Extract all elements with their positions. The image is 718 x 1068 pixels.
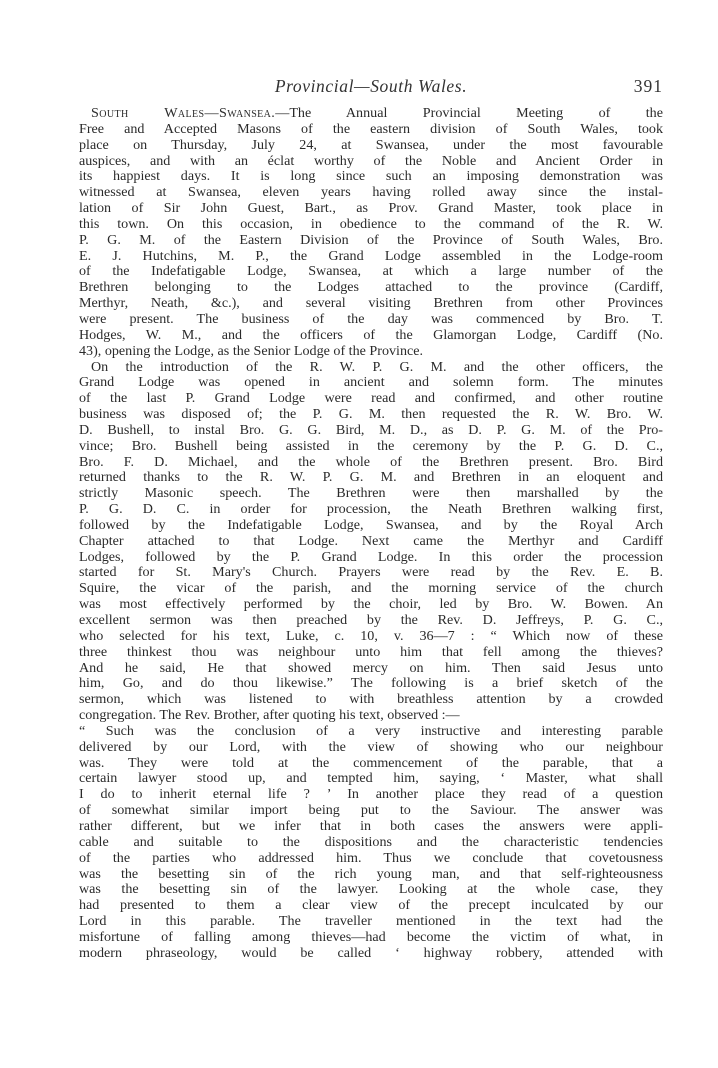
text-line: its happiest days. It is long since such an imposing demonstration was — [79, 168, 663, 185]
page-header — [79, 76, 663, 104]
text-line: certain lawyer stood up, and tempted him, saying, ‘ Master, what shall — [79, 770, 663, 787]
text-line: “ Such was the conclusion of a very instructive and interesting parable — [79, 722, 663, 739]
text-line: On the introduction of the R. W. P. G. M. and the other officers, the — [91, 358, 663, 375]
text-line: delivered by our Lord, with the view of showing who our neighbour — [79, 738, 663, 755]
text-line: place on Thursday, July 24, at Swansea, under the most favourable — [79, 136, 663, 153]
text-line: Merthyr, Neath, &c.), and several visiting Brethren from other Provinces — [79, 295, 663, 312]
text-line: who selected for his text, Luke, c. 10, v. 36—7 : “ Which now of these — [79, 627, 663, 644]
text-line: witnessed at Swansea, eleven years having rolled away since the instal- — [79, 184, 663, 201]
text-line: Hodges, W. M., and the officers of the Glamorgan Lodge, Cardiff (No. — [79, 326, 663, 343]
article-lead-in: South Wales—Swansea. — [91, 105, 276, 121]
article-body — [79, 106, 663, 962]
text-line: followed by the Indefatigable Lodge, Swansea, and by the Royal Arch — [79, 516, 663, 533]
text-line: started for St. Mary's Church. Prayers were read by the Rev. E. B. — [79, 564, 663, 581]
text-line: was the besetting sin of the lawyer. Looking at the whole case, they — [79, 881, 663, 898]
text-line: Bro. F. D. Michael, and the whole of the Brethren present. Bro. Bird — [79, 453, 663, 470]
text-line: vince; Bro. Bushell being assisted in the ceremony by the P. G. D. C., — [79, 437, 663, 454]
text-line: sermon, which was listened to with breathless attention by a crowded — [79, 691, 663, 708]
text-line: this town. On this occasion, in obedience to the command of the R. W. — [79, 215, 663, 232]
text-line: excellent sermon was then preached by the Rev. D. Jeffreys, P. G. C., — [79, 612, 663, 628]
text-line: was. They were told at the commencement of the parable, that a — [79, 754, 663, 771]
text-line: Brethren belonging to the Lodges attached to the province (Cardiff, — [79, 279, 663, 296]
text-line: were present. The business of the day was commenced by Bro. T. — [79, 310, 663, 327]
text-line: P. G. M. of the Eastern Division of the Province of South Wales, Bro. — [79, 231, 663, 248]
text-line: had presented to them a clear view of the precept inculcated by our — [79, 897, 663, 914]
text-line: congregation. The Rev. Brother, after quoting his text, observed :— — [79, 707, 460, 724]
text-line: three thinkest thou was neighbour unto him that fell among the thieves? — [79, 643, 663, 660]
text-line: was most effectively performed by the choir, led by Bro. W. Bowen. An — [79, 596, 663, 613]
text-line: him, Go, and do thou likewise.” The following is a brief sketch of the — [79, 675, 663, 692]
text-line: Lord in this parable. The traveller mentioned in the text had the — [79, 913, 663, 930]
text-line: of the Indefatigable Lodge, Swansea, at which a large number of the — [79, 263, 663, 280]
text-line: D. Bushell, to instal Bro. G. G. Bird, M. D., as D. P. G. M. of the Pro- — [79, 421, 663, 438]
text-line: lation of Sir John Guest, Bart., as Prov. Grand Master, took place in — [79, 200, 663, 217]
text-line: of the parties who addressed him. Thus we conclude that covetousness — [79, 849, 663, 866]
text-line: Squire, the vicar of the parish, and the morning service of the church — [79, 580, 663, 597]
text-line: Free and Accepted Masons of the eastern division of South Wales, took — [79, 120, 663, 137]
text-line: 43), opening the Lodge, as the Senior Lodge of the Province. — [79, 342, 424, 359]
text-line: P. G. D. C. in order for procession, the Neath Brethren walking first, — [79, 501, 663, 518]
text-line: business was disposed of; the P. G. M. then requested the R. W. Bro. W. — [79, 406, 663, 423]
text-line: I do to inherit eternal life ? ’ In another place they read of a question — [79, 786, 663, 803]
text-line: returned thanks to the R. W. P. G. M. and Brethren in an eloquent and — [79, 469, 663, 486]
text-line: misfortune of falling among thieves—had become the victim of what, in — [79, 928, 663, 945]
text-line: And he said, He that showed mercy on him. Then said Jesus unto — [79, 659, 663, 676]
running-title: Provincial—South Wales. — [274, 76, 468, 96]
text-line: strictly Masonic speech. The Brethren were then marshalled by the — [79, 485, 663, 502]
text-line: modern phraseology, would be called ‘ highway robbery, attended with — [79, 944, 663, 961]
text-line: cable and suitable to the dispositions and the characteristic tendencies — [79, 833, 663, 850]
text-line: rather different, but we infer that in both cases the answers were appli- — [79, 817, 663, 834]
page-number: 391 — [633, 76, 663, 96]
text-line: of somewhat similar import being put to the Saviour. The answer was — [79, 802, 663, 819]
book-page — [79, 76, 663, 962]
text-line: E. J. Hutchins, M. P., the Grand Lodge assembled in the Lodge-room — [79, 247, 663, 264]
text-line: auspices, and with an éclat worthy of the Noble and Ancient Order in — [79, 152, 663, 169]
text-line: South Wales—Swansea.—The Annual Provincial Meeting of the — [91, 105, 663, 121]
text-line: of the last P. Grand Lodge were read and confirmed, and other routine — [79, 390, 663, 407]
text-line: was the besetting sin of the rich young man, and that self-righteousness — [79, 865, 663, 882]
text-line: Chapter attached to that Lodge. Next came the Merthyr and Cardiff — [79, 532, 663, 549]
text-line: Grand Lodge was opened in ancient and solemn form. The minutes — [79, 374, 663, 391]
text-line: Lodges, followed by the P. Grand Lodge. In this order the procession — [79, 548, 663, 565]
